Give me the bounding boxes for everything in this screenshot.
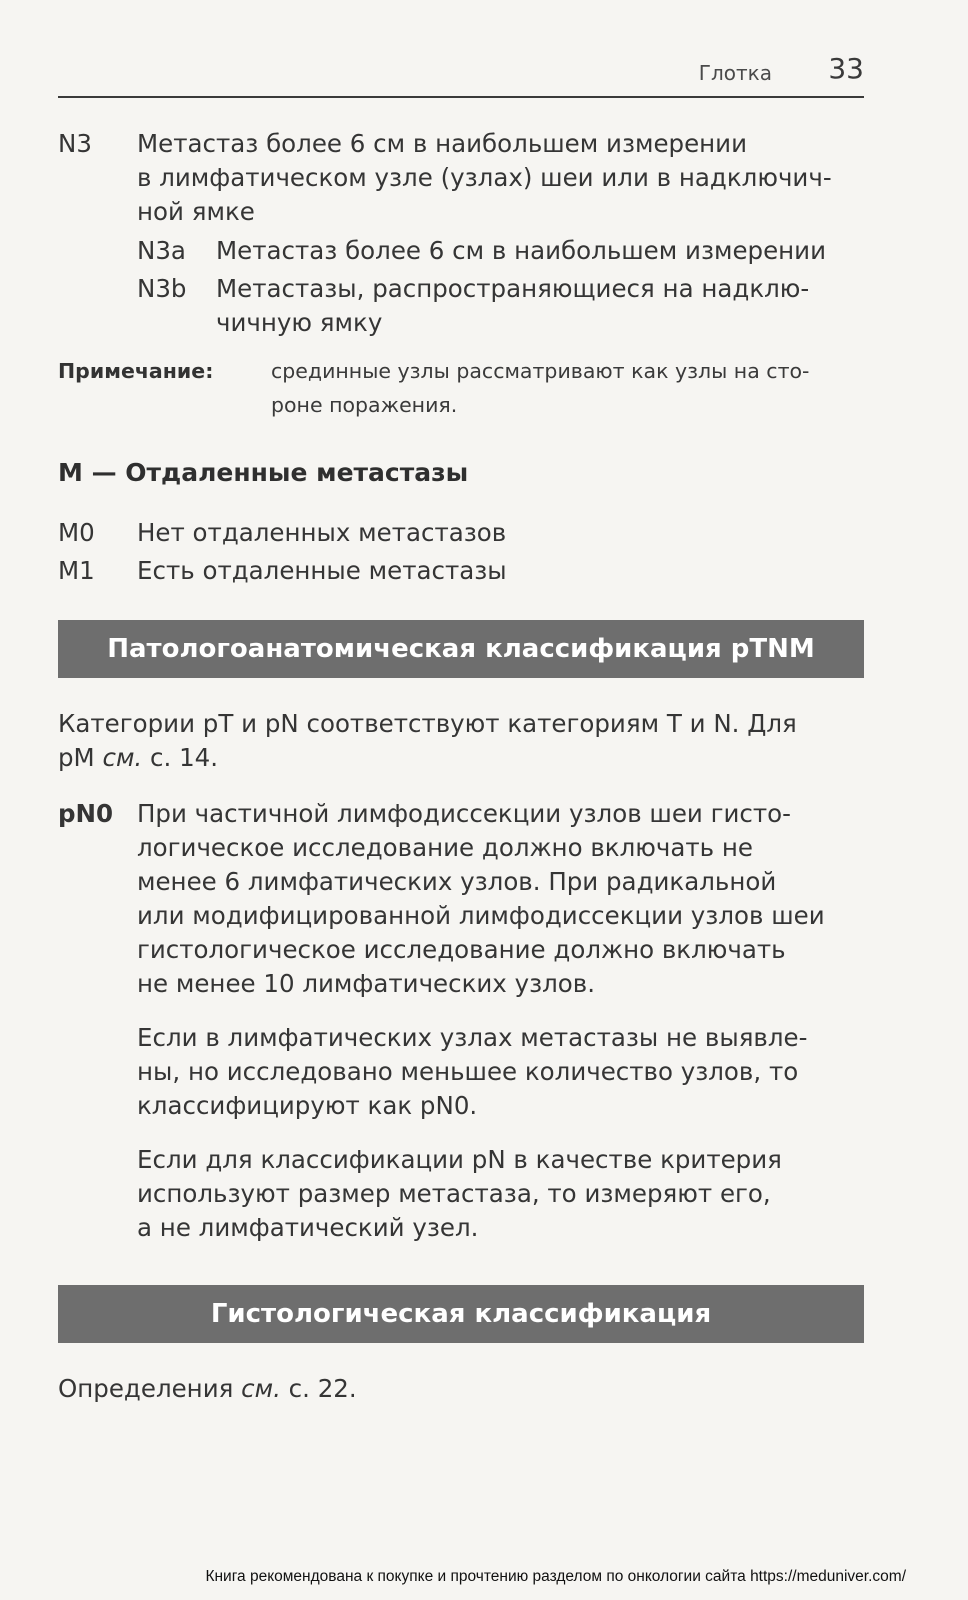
n3-line-2: в лимфатическом узле (узлах) шеи или в надключич- [137, 163, 832, 192]
histo-heading-band: Гистологическая классификация [58, 1285, 864, 1343]
n3b-code: N3b [137, 274, 187, 303]
pn0-p3-line-1: Если для классификации pN в качестве критерия [137, 1145, 782, 1174]
pn0-p2-line-2: ны, но исследовано меньшее количество узлов, то [137, 1057, 799, 1086]
note-line-1: срединные узлы рассматривают как узлы на сто- [271, 359, 810, 383]
ptnm-intro-pm: pM [58, 743, 103, 772]
pn0-p1-line-4: или модифицированной лимфодиссекции узлов шеи [137, 901, 825, 930]
m1-code: M1 [58, 556, 95, 585]
note-line-2: роне поражения. [271, 393, 458, 417]
histo-text-a: Определения [58, 1374, 242, 1403]
pn0-p1-line-1: При частичной лимфодиссекции узлов шеи гисто- [137, 799, 791, 828]
n3b-line-2: чичную ямку [216, 308, 383, 337]
ptnm-intro-page: с. 14. [142, 743, 219, 772]
m1-text: Есть отдаленные метастазы [137, 556, 507, 585]
pn0-p1-line-2: логическое исследование должно включать не [137, 833, 753, 862]
ptnm-intro-line-2 [58, 741, 218, 775]
n3-code: N3 [58, 129, 92, 158]
m-heading: M — Отдаленные метастазы [58, 458, 469, 487]
histo-text [58, 1372, 357, 1406]
footer-text: Книга рекомендована к покупке и прочтению разделом по онкологии сайта https://meduniver.com/ [205, 1568, 906, 1585]
pn0-p1-line-6: не менее 10 лимфатических узлов. [137, 969, 595, 998]
pn0-p1-line-5: гистологическое исследование должно включать [137, 935, 786, 964]
pn0-p2-line-3: классифицируют как pN0. [137, 1091, 478, 1120]
pn0-code: pN0 [58, 799, 114, 828]
ptnm-heading-band: Патологоанатомическая классификация pTNM [58, 620, 864, 678]
histo-text-see: см. [241, 1374, 281, 1403]
note-label: Примечание: [58, 359, 214, 383]
m0-text: Нет отдаленных метастазов [137, 518, 507, 547]
running-head-section: Глотка [698, 61, 772, 85]
ptnm-intro-line-1: Категории pT и pN соответствуют категориям T и N. Для [58, 709, 797, 738]
n3-line-1: Метастаз более 6 см в наибольшем измерении [137, 129, 748, 158]
page-number: 33 [828, 52, 864, 85]
pn0-p2-line-1: Если в лимфатических узлах метастазы не выявле- [137, 1023, 808, 1052]
histo-text-page: с. 22. [280, 1374, 357, 1403]
ptnm-intro-see: см. [102, 743, 143, 772]
n3b-line-1: Метастазы, распространяющиеся на надклю- [216, 274, 810, 303]
n3-line-3: ной ямке [137, 197, 255, 226]
pn0-p1-line-3: менее 6 лимфатических узлов. При радикальной [137, 867, 777, 896]
n3a-text: Метастаз более 6 см в наибольшем измерении [216, 236, 827, 265]
pn0-p3-line-3: а не лимфатический узел. [137, 1213, 479, 1242]
n3a-code: N3a [137, 236, 186, 265]
running-head [58, 52, 864, 98]
m0-code: M0 [58, 518, 95, 547]
pn0-p3-line-2: используют размер метастаза, то измеряют его, [137, 1179, 771, 1208]
